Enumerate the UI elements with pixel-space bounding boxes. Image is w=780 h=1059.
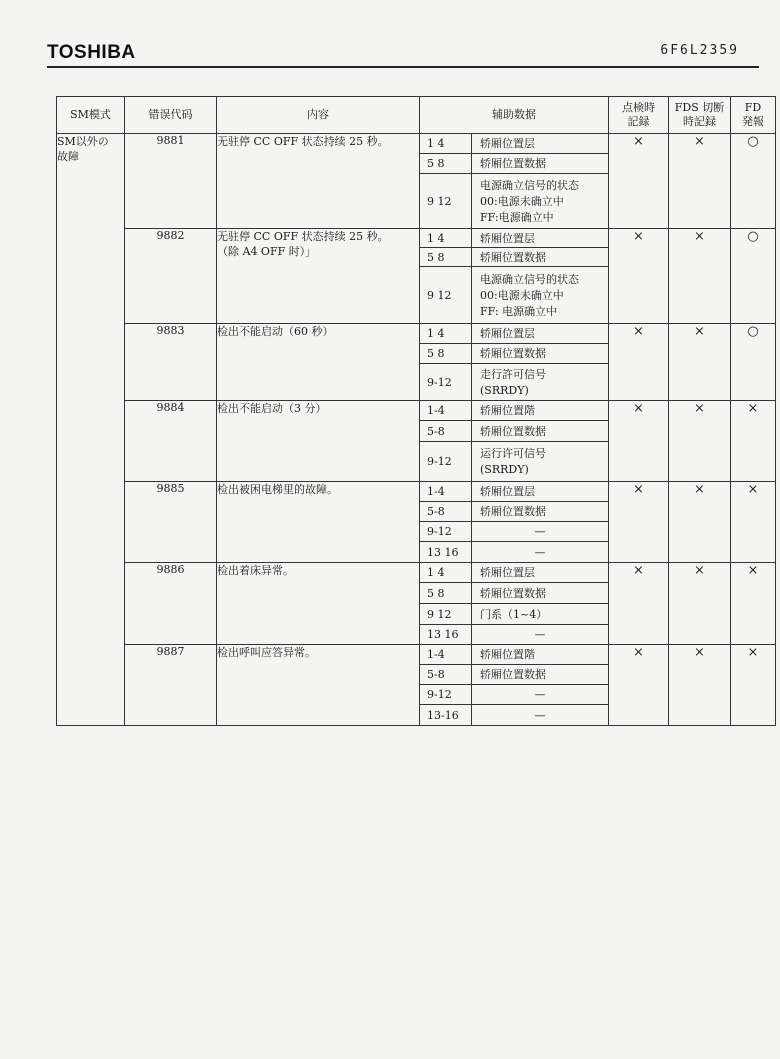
error-code-cell: 9884 (125, 401, 217, 482)
aux-data-subtable (420, 563, 608, 644)
aux-data-row (420, 134, 608, 154)
aux-byte-range: 1-4 (420, 401, 472, 421)
aux-byte-range: 9-12 (420, 364, 472, 401)
aux-byte-range: 13 16 (420, 625, 472, 645)
aux-data-cell (420, 134, 609, 229)
aux-byte-range: 1 4 (420, 229, 472, 248)
content-cell: 检出不能启动（3 分） (217, 401, 420, 482)
fd-report-mark: × (731, 563, 776, 645)
aux-byte-range: 5 8 (420, 344, 472, 364)
inspection-record-mark: × (609, 401, 669, 482)
table-row (57, 324, 776, 401)
aux-byte-range: 13 16 (420, 542, 472, 563)
aux-value: 轿厢位置层 (472, 229, 609, 248)
fds-record-mark: × (669, 563, 731, 645)
table-row (57, 401, 776, 482)
aux-data-row (420, 174, 608, 229)
aux-data-row (420, 229, 608, 248)
aux-data-cell (420, 401, 609, 482)
aux-data-row (420, 583, 608, 604)
aux-value: 轿厢位置階 (472, 645, 609, 665)
aux-value: 走行許可信号 (SRRDY) (480, 367, 546, 397)
col-header-inspection-record: 点検時 記録 (609, 97, 669, 134)
inspection-record-mark: × (609, 645, 669, 726)
aux-byte-range: 5-8 (420, 502, 472, 522)
aux-byte-range: 1 4 (420, 563, 472, 583)
table-row (57, 229, 776, 324)
aux-value: 轿厢位置数据 (472, 502, 609, 522)
content-cell: 检出呼叫应答异常。 (217, 645, 420, 726)
aux-value: 轿厢位置层 (472, 563, 609, 583)
error-code-cell: 9881 (125, 134, 217, 229)
content-cell: 检出被困电梯里的故障。 (217, 482, 420, 563)
aux-value: 轿厢位置层 (472, 482, 609, 502)
aux-byte-range: 5 8 (420, 583, 472, 604)
col-header-sm-mode: SM模式 (57, 97, 125, 134)
aux-value: 电源确立信号的状态 00:电源未确立中 FF:电源确立中 (480, 178, 579, 224)
fd-report-mark: ○ (731, 324, 776, 401)
aux-data-cell (420, 482, 609, 563)
error-code-cell: 9885 (125, 482, 217, 563)
aux-byte-range: 9 12 (420, 267, 472, 324)
aux-byte-range: 5-8 (420, 665, 472, 685)
aux-byte-range: 9-12 (420, 442, 472, 482)
sm-mode-cell: SM以外の 故障 (57, 134, 125, 726)
aux-data-row (420, 324, 608, 344)
aux-value: 轿厢位置数据 (472, 248, 609, 267)
aux-value: 轿厢位置层 (472, 324, 609, 344)
inspection-record-mark: × (609, 482, 669, 563)
aux-data-cell (420, 563, 609, 645)
aux-value: — (534, 628, 546, 641)
fd-report-mark: ○ (731, 229, 776, 324)
aux-data-row (420, 248, 608, 267)
aux-byte-range: 1 4 (420, 134, 472, 154)
aux-data-row (420, 482, 608, 502)
col-header-content: 内容 (217, 97, 420, 134)
inspection-record-mark: × (609, 563, 669, 645)
aux-data-row (420, 542, 608, 563)
aux-byte-range: 5 8 (420, 154, 472, 174)
aux-data-row (420, 344, 608, 364)
table-row (57, 482, 776, 563)
content-cell: 无驻停 CC OFF 状态持续 25 秒。 （除 A4 OFF 时）」 (217, 229, 420, 324)
error-code-cell: 9882 (125, 229, 217, 324)
aux-data-row (420, 625, 608, 645)
col-header-fd-report: FD 発報 (731, 97, 776, 134)
aux-value: 电源确立信号的状态 00:电源未确立中 FF: 电源确立中 (480, 272, 579, 318)
aux-data-subtable (420, 134, 608, 228)
aux-data-row (420, 442, 608, 482)
aux-byte-range: 9-12 (420, 685, 472, 705)
fd-report-mark: × (731, 401, 776, 482)
aux-data-cell (420, 229, 609, 324)
fd-report-mark: × (731, 482, 776, 563)
table-row (57, 563, 776, 645)
aux-data-row (420, 563, 608, 583)
aux-value: 轿厢位置数据 (472, 344, 609, 364)
aux-byte-range: 1 4 (420, 324, 472, 344)
content-cell: 无驻停 CC OFF 状态持续 25 秒。 (217, 134, 420, 229)
fd-report-mark: × (731, 645, 776, 726)
aux-data-row (420, 665, 608, 685)
fds-record-mark: × (669, 482, 731, 563)
aux-byte-range: 9 12 (420, 604, 472, 625)
aux-data-cell (420, 645, 609, 726)
aux-data-cell (420, 324, 609, 401)
col-header-error-code: 错误代码 (125, 97, 217, 134)
aux-data-row (420, 401, 608, 421)
aux-value: 轿厢位置层 (472, 134, 609, 154)
aux-value: 轿厢位置数据 (472, 665, 609, 685)
aux-value: 轿厢位置数据 (472, 421, 609, 442)
aux-byte-range: 5-8 (420, 421, 472, 442)
error-code-cell: 9883 (125, 324, 217, 401)
aux-data-row (420, 645, 608, 665)
table-row (57, 645, 776, 726)
inspection-record-mark: × (609, 134, 669, 229)
aux-value: 轿厢位置数据 (472, 154, 609, 174)
aux-data-subtable (420, 229, 608, 323)
inspection-record-mark: × (609, 324, 669, 401)
aux-data-row (420, 604, 608, 625)
error-code-cell: 9887 (125, 645, 217, 726)
aux-data-subtable (420, 645, 608, 725)
fds-record-mark: × (669, 134, 731, 229)
aux-value: — (472, 522, 609, 542)
inspection-record-mark: × (609, 229, 669, 324)
fd-report-mark: ○ (731, 134, 776, 229)
aux-byte-range: 1-4 (420, 645, 472, 665)
error-code-cell: 9886 (125, 563, 217, 645)
aux-data-subtable (420, 324, 608, 400)
aux-data-row (420, 154, 608, 174)
col-header-aux-data: 辅助数据 (420, 97, 609, 134)
table-row (57, 134, 776, 229)
aux-byte-range: 1-4 (420, 482, 472, 502)
aux-data-row (420, 502, 608, 522)
aux-data-subtable (420, 401, 608, 481)
aux-value: 运行许可信号 (SRRDY) (480, 447, 546, 476)
aux-data-subtable (420, 482, 608, 562)
aux-data-row (420, 267, 608, 324)
aux-value: 轿厢位置数据 (472, 583, 609, 604)
aux-value: 轿厢位置階 (472, 401, 609, 421)
aux-data-row (420, 364, 608, 401)
content-cell: 检出着床异常。 (217, 563, 420, 645)
page-header (47, 40, 759, 68)
aux-data-row (420, 522, 608, 542)
aux-data-row (420, 685, 608, 705)
content-cell: 检出不能启动（60 秒） (217, 324, 420, 401)
fds-record-mark: × (669, 401, 731, 482)
fds-record-mark: × (669, 645, 731, 726)
table-header-row (57, 97, 776, 134)
document-number: 6F6L2359 (660, 43, 739, 58)
aux-value: 门系（1~4） (472, 604, 609, 625)
aux-byte-range: 5 8 (420, 248, 472, 267)
aux-value: — (534, 708, 546, 722)
error-code-table (56, 96, 776, 726)
aux-byte-range: 13-16 (420, 705, 472, 726)
aux-value: — (534, 545, 546, 559)
aux-data-row (420, 705, 608, 726)
fds-record-mark: × (669, 229, 731, 324)
aux-byte-range: 9 12 (420, 174, 472, 229)
aux-byte-range: 9-12 (420, 522, 472, 542)
fds-record-mark: × (669, 324, 731, 401)
toshiba-logo: TOSHIBA (47, 42, 136, 63)
aux-value: — (472, 685, 609, 705)
col-header-fds-record: FDS 切断 時記録 (669, 97, 731, 134)
aux-data-row (420, 421, 608, 442)
